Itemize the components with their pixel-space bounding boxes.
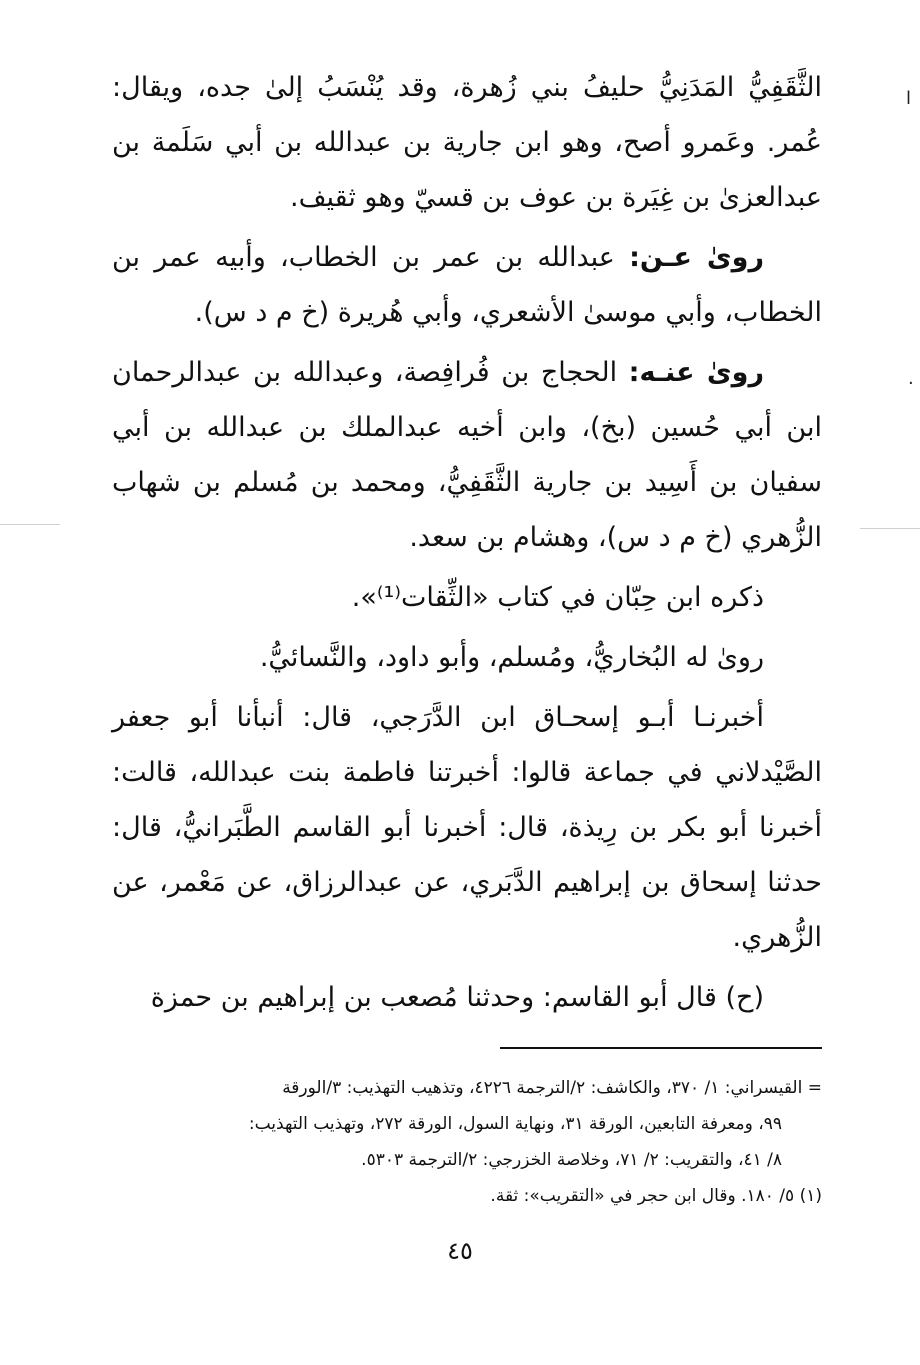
biography-paragraph [112,60,822,225]
footnote-divider [500,1047,822,1049]
narrated-by-paragraph [112,345,822,565]
paragraph-text: أخبرنـا أبـو إسحـاق ابن الدَّرَجي، قال: أنبأنا أبو جعفر الصَّيْدلاني في جماعة قالوا: أخبرتنا فاطمة بنت عبدالله، قالت: أخبرنا أبو بكر بن رِيذة، قال: أخبرنا أبو القاسم الطَّبَرانيُّ، قال: حدثنا إسحاق بن إبراهيم الدَّبَري، عن عبدالرزاق، عن مَعْمر، عن الزُّهري. [112,702,822,953]
narrators-paragraph [112,630,822,685]
paragraph-text: الثَّقَفِيُّ المَدَنِيُّ حليفُ بني زُهرة، وقد يُنْسَبُ إلىٰ جده، ويقال: عُمر. وعَمرو أصح، وهو ابن جارية بن عبدالله بن أبي سَلَمة بن عبدالعزىٰ بن غِيَرة بن عوف بن قسيّ وهو ثقيف. [112,72,822,213]
mention-paragraph [112,570,822,625]
narrated-by-label: روىٰ عنـه: [628,357,764,388]
chain-paragraph [112,690,822,965]
paragraph-text: عبدالله بن عمر بن الخطاب، وأبيه عمر بن الخطاب، وأبي موسىٰ الأشعري، وأبي هُريرة (خ م د س). [112,242,822,328]
page-number: ٤٥ [447,1237,473,1265]
footnote-line: ٨/ ٤١، والتقريب: ٢/ ٧١، وخلاصة الخزرجي: ٢/الترجمة ٥٣٠٣. [361,1150,782,1170]
footnote-line: (١) ٥/ ١٨٠. وقال ابن حجر في «التقريب»: ثقة. [490,1186,822,1206]
gutter-line-left [0,524,60,525]
chain-continuation-paragraph [112,970,822,1025]
narrated-from-label: روىٰ عـن: [629,242,765,273]
margin-mark-top: ا [906,88,912,109]
paragraph-text: روىٰ له البُخاريُّ، ومُسلم، وأبو داود، والنَّسائيُّ. [259,642,764,673]
footnote-line: = القيسراني: ١/ ٣٧٠، والكاشف: ٢/الترجمة ٤٢٢٦، وتذهيب التهذيب: ٣/الورقة [282,1078,822,1098]
footnotes [112,1070,822,1214]
narrated-from-paragraph [112,230,822,340]
paragraph-text: (ح) قال أبو القاسم: وحدثنا مُصعب بن إبراهيم بن حمزة [150,982,764,1013]
gutter-line-right [860,528,920,529]
main-text [112,60,822,1030]
paragraph-text: الحجاج بن فُرافِصة، وعبدالله بن عبدالرحمان ابن أبي حُسين (بخ)، وابن أخيه عبدالملك بن عبدالله بن أبي سفيان بن أَسِيد بن جارية الثَّقَفِيُّ، ومحمد بن مُسلم بن شهاب الزُّهري (خ م د س)، وهشام بن سعد. [112,357,822,553]
footnote-line: ٩٩، ومعرفة التابعين، الورقة ٣١، ونهاية السول، الورقة ٢٧٢، وتهذيب التهذيب: [248,1114,782,1134]
paragraph-text: ذكره ابن حِبّان في كتاب «الثِّقات⁽¹⁾». [351,582,764,613]
margin-mark-middle: . [908,368,914,389]
